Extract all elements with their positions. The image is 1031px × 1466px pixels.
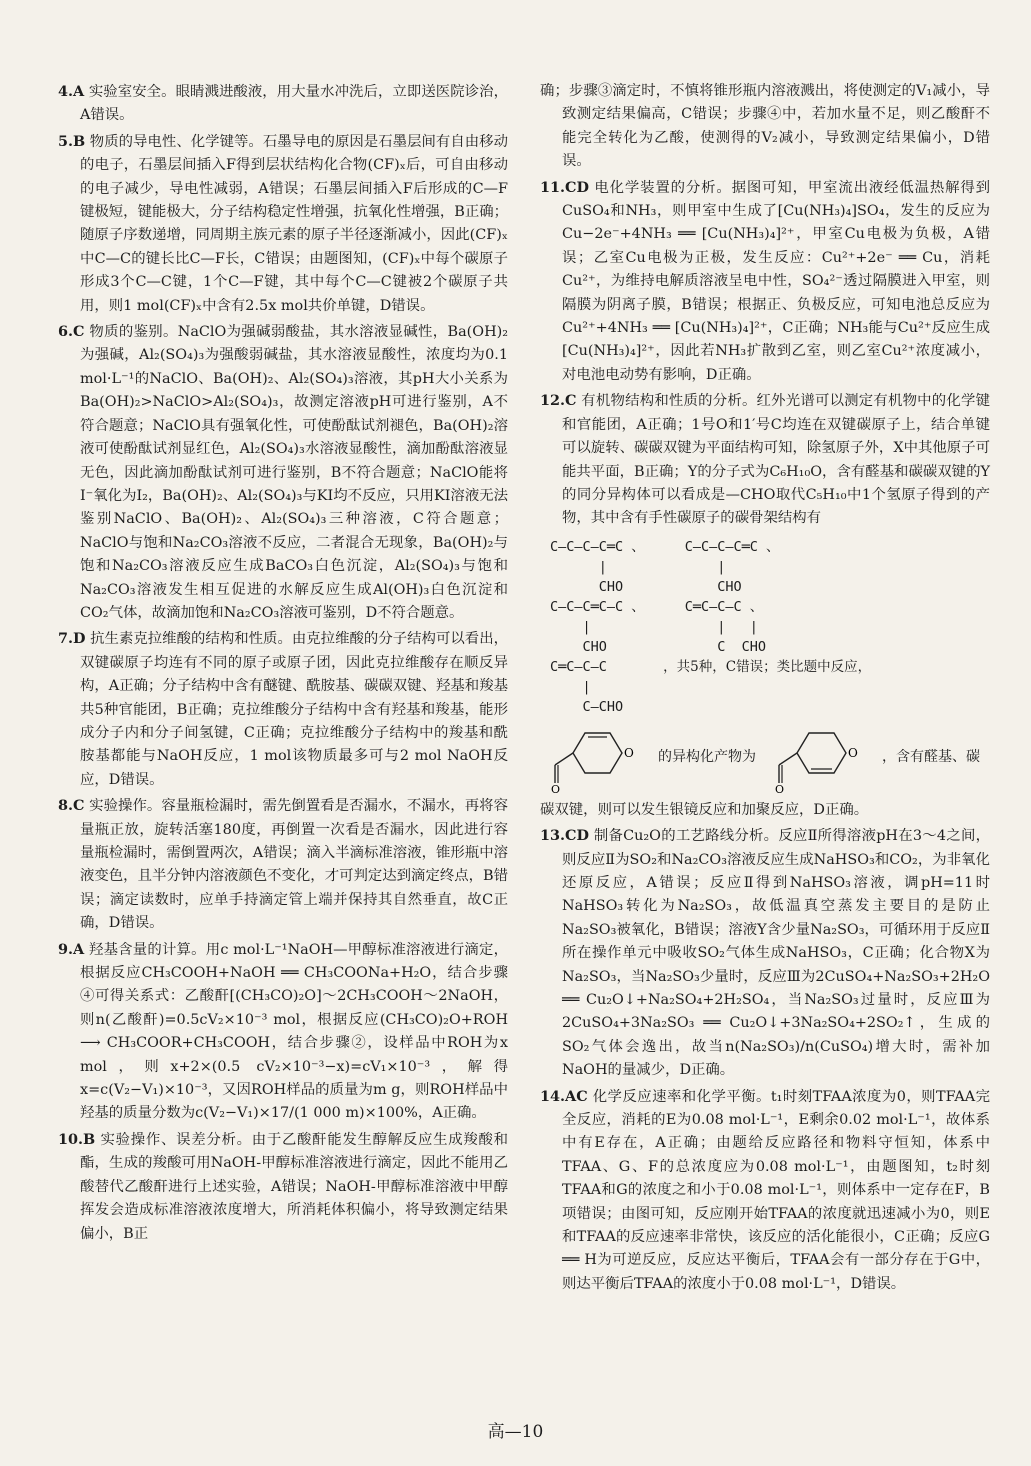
skeleton-count-text: ，共5种，C错误；类比题中反应，: [663, 658, 872, 675]
pyran-ketone-structure-a: [540, 723, 650, 793]
answer-item-10: 10.B 实验操作、误差分析。由于乙酸酐能发生醇解反应生成羧酸和酯，生成的羧酸可用NaOH-甲醇标准溶液进行滴定，因此不能用乙酸替代乙酸酐进行上述实验，A错误；NaOH-甲醇标准溶液中甲醇挥发会造成标准溶液浓度增大，所消耗体积偏小，将导致测定结果偏小，B正: [58, 1130, 508, 1242]
ring-structure-row: [540, 723, 990, 793]
right-column: [540, 80, 990, 1298]
answer-item-5: 5.B 物质的导电性、化学键等。石墨导电的原因是石墨层间有自由移动的电子，石墨层间插入F得到层状结构化合物(CF)ₓ后，可自由移动的电子减少，导电性减弱，A错误；石墨层间插入F后形成的C—F键极短，键能极大，分子结构稳定性增强，抗氧化性增强，B正确；随原子序数递增，同周期主族元素的原子半径逐渐减小，因此(CF)ₓ中C—C的键长比C—F长，C错误；由题图知，(CF)ₓ中每个碳原子形成3个C—C键，1个C—F键，其中每个C—C键被2个碳原子共用，则1 mol(CF)ₓ中含有2.5x mol共价单键，D错误。: [58, 132, 508, 314]
answer-item-14: 14.AC 化学反应速率和化学平衡。t₁时刻TFAA浓度为0，则TFAA完全反应，消耗的E为0.08 mol·L⁻¹，E剩余0.02 mol·L⁻¹，故体系中有E存在，A正确；由题给反应路径和物料守恒知，体系中TFAA、G、F的总浓度应为0.08 mol·L⁻¹，由题图知，t₂时刻TFAA和G的浓度之和小于0.08 mol·L⁻¹，则体系中一定存在F，B项错误；由图可知，反应刚开始TFAA的浓度就迅速减小为0，则E和TFAA的反应速率非常快，该反应的活化能很小，C正确；反应G ══ H为可逆反应，反应达平衡后，TFAA会有一部分存在于G中，则达平衡后TFAA的浓度小于0.08 mol·L⁻¹，D错误。: [540, 1087, 990, 1292]
answer-item-13: 13.CD 制备Cu₂O的工艺路线分析。反应Ⅱ所得溶液pH在3～4之间，则反应Ⅱ为SO₂和Na₂CO₃溶液反应生成NaHSO₃和CO₂，为非氧化还原反应，A错误；反应Ⅱ得到NaHSO₃溶液，调pH=11时NaHSO₃转化为Na₂SO₃，故低温真空蒸发主要目的是防止Na₂SO₃被氧化，B错误；溶液Y含少量Na₂SO₃，可循环用于反应Ⅱ所在操作单元中吸收SO₂气体生成NaHSO₃，C正确；化合物X为Na₂SO₃，当Na₂SO₃少量时，反应Ⅲ为2CuSO₄+Na₂SO₃+2H₂O ══ Cu₂O↓+Na₂SO₄+2H₂SO₄，当Na₂SO₃过量时，反应Ⅲ为2CuSO₄+3Na₂SO₃ ══ Cu₂O↓+3Na₂SO₄+2SO₂↑，生成的SO₂气体会逸出，故当n(Na₂SO₃)/n(CuSO₄)增大时，需补加NaOH的量减少，D正确。: [540, 827, 990, 1079]
skeleton-3: C—C—C═C—C 、 | CHO: [550, 598, 645, 655]
answer-item-11: 11.CD 电化学装置的分析。据图可知，甲室流出液经低温热解得到CuSO₄和NH₃，则甲室中生成了[Cu(NH₃)₄]SO₄，发生的反应为Cu−2e⁻+4NH₃ ══ [Cu(NH₃)₄]²⁺，甲室Cu电极为负极，A错误；乙室Cu电极为正极，发生反应：Cu²⁺+2e⁻ ══ Cu，消耗Cu²⁺，为维持电解质溶液呈电中性，SO₄²⁻透过隔膜进入甲室，则隔膜为阴离子膜，B错误；根据正、负极反应，可知电池总反应为Cu²⁺+4NH₃ ══ [Cu(NH₃)₄]²⁺，C正确；NH₃能与Cu²⁺反应生成[Cu(NH₃)₄]²⁺，因此若NH₃扩散到乙室，则乙室Cu²⁺浓度减小，对电池电动势有影响，D正确。: [540, 178, 990, 383]
skeleton-1: C—C—C—C═C 、 | CHO: [550, 538, 645, 595]
answer-item-12: 12.C 有机物结构和性质的分析。红外光谱可以测定有机物中的化学键和官能团，A正确；1号O和1′号C均连在双键碳原子上，结合单键可以旋转、碳碳双键为平面结构可知，除氢原子外，X中其他原子可能共平面，B正确；Y的分子式为C₆H₁₀O，含有醛基和碳碳双键的Y的同分异构体可以看成是—CHO取代C₅H₁₀中1个氢原子得到的产物，其中含有手性碳原子的碳骨架结构有: [540, 392, 990, 527]
answer-item-7: 7.D 抗生素克拉维酸的结构和性质。由克拉维酸的分子结构可以看出，双键碳原子均连有不同的原子或原子团，因此克拉维酸存在顺反异构，A正确；分子结构中含有醚键、酰胺基、碳碳双键、羟基和羧基共5种官能团，B正确；克拉维酸分子结构中含有羟基和羧基，能形成分子内和分子间氢键，C正确；克拉维酸分子结构中的羧基和酰胺基都能与NaOH反应，1 mol该物质最多可与2 mol NaOH反应，D错误。: [58, 630, 508, 788]
svg-text:O: O: [551, 782, 561, 793]
answer-item-4: 4.A 实验室安全。眼睛溅进酸液，用大量水冲洗后，立即送医院诊治，A错误。: [58, 83, 508, 124]
carbon-skeletons: [550, 537, 990, 717]
left-column: [58, 80, 508, 1248]
isomerization-text: 的异构化产物为: [658, 749, 756, 766]
pyran-ketone-structure-b: [764, 723, 874, 793]
answer-item-8: 8.C 实验操作。容量瓶检漏时，需先倒置看是否漏水，不漏水，再将容量瓶正放，旋转活塞180度，再倒置一次看是否漏水，因此进行容量瓶检漏时，需倒置两次，A错误；滴入半滴标准溶液，锥形瓶中溶液变色，且半分钟内溶液颜色不变化，才可判定达到滴定终点，B错误；滴定读数时，应单手持滴定管上端并保持其自然垂直，故C正确，D错误。: [58, 797, 508, 932]
answer-item-12-end: 碳双键，则可以发生银镜反应和加聚反应，D正确。: [540, 801, 869, 818]
skeleton-4: C═C—C—C 、 | | C CHO: [684, 598, 767, 655]
skeleton-2: C—C—C—C═C 、 | CHO: [684, 538, 780, 595]
functional-group-text: ，含有醛基、碳: [882, 749, 980, 766]
svg-text:O: O: [848, 745, 858, 760]
svg-text:O: O: [624, 745, 634, 760]
answer-item-6: 6.C 物质的鉴别。NaClO为强碱弱酸盐，其水溶液显碱性，Ba(OH)₂为强碱，Al₂(SO₄)₃为强酸弱碱盐，其水溶液显酸性，浓度均为0.1 mol·L⁻¹的NaClO、Ba(OH)₂、Al₂(SO₄)₃溶液，其pH大小关系为Ba(OH)₂>NaClO>Al₂(SO₄)₃，故测定溶液pH可进行鉴别，A不符合题意；NaClO具有强氧化性，可使酚酞试剂褪色，Ba(OH)₂溶液可使酚酞试剂显红色，Al₂(SO₄)₃水溶液显酸性，滴加酚酞溶液显无色，因此滴加酚酞试剂可进行鉴别，B不符合题意；NaClO能将I⁻氧化为I₂，Ba(OH)₂、Al₂(SO₄)₃与KI均不反应，只用KI溶液无法鉴别NaClO、Ba(OH)₂、Al₂(SO₄)₃三种溶液，C符合题意；NaClO与饱和Na₂CO₃溶液不反应，二者混合无现象，Ba(OH)₂与饱和Na₂CO₃溶液反应生成BaCO₃白色沉淀，Al₂(SO₄)₃与饱和Na₂CO₃溶液发生相互促进的水解反应生成Al(OH)₃白色沉淀和CO₂气体，故滴加饱和Na₂CO₃溶液可鉴别，D不符合题意。: [58, 323, 509, 621]
svg-text:O: O: [775, 782, 785, 793]
answer-item-10-cont: 确；步骤③滴定时，不慎将锥形瓶内溶液溅出，将使测定的V₁减小，导致测定结果偏高，C错误；步骤④中，若加水量不足，则乙酸酐不能完全转化为乙酸，使测得的V₂减小，导致测定结果偏小，D错误。: [540, 83, 990, 170]
answer-item-9: 9.A 羟基含量的计算。用c mol·L⁻¹NaOH—甲醇标准溶液进行滴定，根据反应CH₃COOH+NaOH ══ CH₃COONa+H₂O，结合步骤④可得关系式：乙酸酐[(CH₃CO)₂O]～2CH₃COOH～2NaOH，则n(乙酸酐)=0.5cV₂×10⁻³ mol，根据反应(CH₃CO)₂O+ROH ⟶ CH₃COOR+CH₃COOH，结合步骤②，设样品中ROH为x mol，则x+2×(0.5 cV₂×10⁻³−x)=cV₁×10⁻³，解得x=c(V₂−V₁)×10⁻³，又因ROH样品的质量为m g，则ROH样品中羟基的质量分数为c(V₂−V₁)×17/(1 000 m)×100%，A正确。: [58, 940, 509, 1122]
page-number: 高—10: [487, 1422, 544, 1442]
skeleton-5: C═C—C—C | C—CHO: [550, 658, 624, 715]
